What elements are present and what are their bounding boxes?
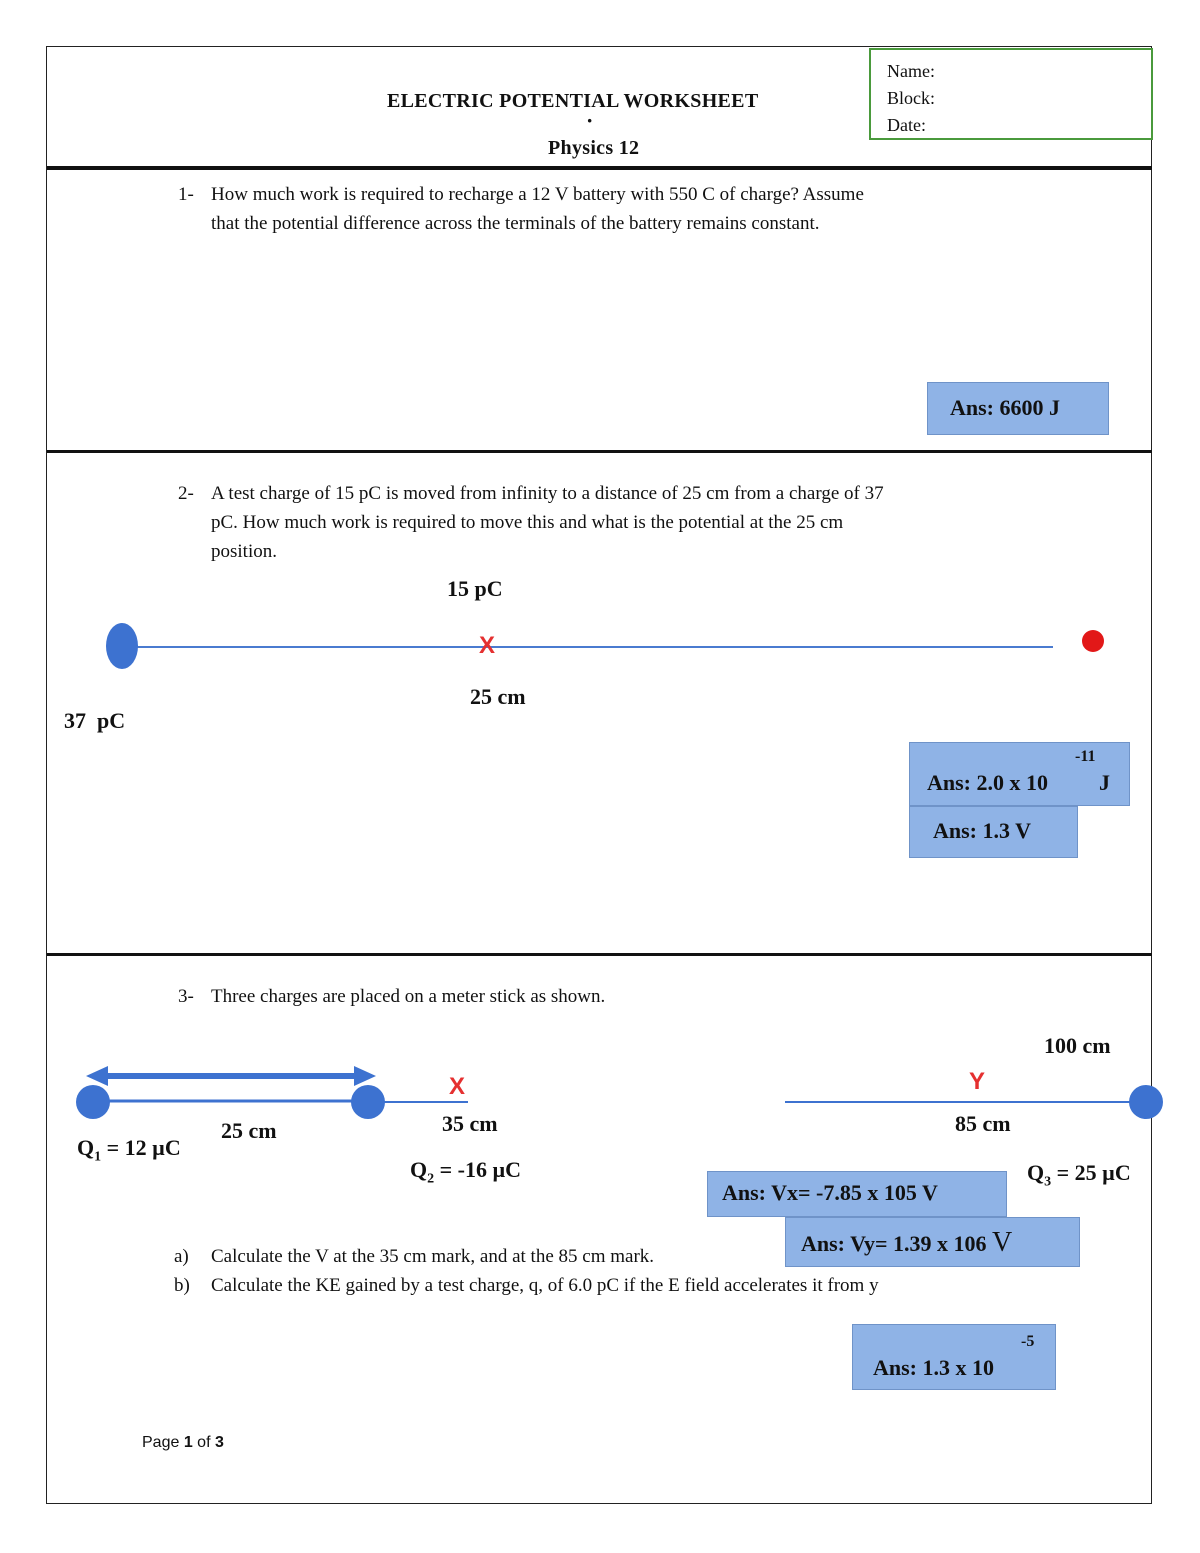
name-field-label: Name: [887,61,935,81]
q3-ke-answer-box [852,1324,1056,1390]
q3-q2-subscript: 2 [427,1171,435,1187]
q2-distance-label: 25 cm [470,684,526,709]
q3-vy-unit: V [992,1227,1013,1258]
q3-meter-stick-diagram [0,1065,1200,1135]
q3-ke-answer: Ans: 1.3 x 10 [873,1355,995,1380]
q3-part-a-label: a) [174,1246,189,1267]
page-prefix: Page [142,1434,184,1451]
q3-85cm-label: 85 cm [955,1111,1011,1136]
q3-q3-charge-dot [1129,1085,1163,1119]
q2-work-answer-box [909,742,1130,806]
worksheet-title: ELECTRIC POTENTIAL WORKSHEET [387,90,759,112]
q2-far-charge-dot [1082,630,1104,652]
q2-x-mark: X [479,632,496,659]
q3-vx-answer: Ans: Vx= -7.85 x 105 V [722,1180,938,1205]
q3-q2-value: = -16 µC [434,1157,522,1182]
q3-25cm-label: 25 cm [221,1118,277,1143]
student-info-box [869,48,1153,140]
q3-100cm-label: 100 cm [1044,1033,1111,1058]
q3-q1-subscript: 1 [94,1149,102,1165]
q3-part-b-label: b) [174,1275,190,1296]
q3-ke-exponent: -5 [1021,1333,1035,1350]
q2-divider [47,953,1152,956]
q1-number: 1- [178,184,194,205]
q2-source-charge-label: 37 pC [64,708,126,733]
page-current: 1 [183,1434,193,1451]
q3-text: Three charges are placed on a meter stick as shown. [211,986,606,1007]
q3-vy-answer: Ans: Vy= 1.39 x 106 [801,1231,993,1256]
worksheet-subtitle: Physics 12 [548,137,640,159]
q3-y-mark: Y [969,1068,986,1095]
q1-text-line2: that the potential difference across the terminals of the battery remains constant. [211,213,820,234]
q3-q3-label [1027,1160,1131,1190]
q3-part-b: Calculate the KE gained by a test charge, q, of 6.0 pC if the E field accelerates it from y [211,1275,879,1296]
q3-25cm-arrow-left-head [86,1066,108,1086]
title-dot: · [586,108,594,133]
q3-q2-symbol: Q [410,1157,428,1182]
q2-work-answer: Ans: 2.0 x 10 [927,770,1049,795]
q1-text-line1: How much work is required to recharge a 12 V battery with 550 C of charge? Assume [211,184,864,205]
page-total: 3 [214,1434,224,1451]
q2-potential-answer: Ans: 1.3 V [933,818,1032,843]
q3-25cm-arrow-right-head [354,1066,376,1086]
q3-q3-subscript: 3 [1044,1174,1052,1190]
q2-test-charge-label: 15 pC [447,576,503,601]
q3-q1-value: = 12 µC [101,1135,181,1160]
q3-q2-label [410,1157,521,1187]
q3-q3-symbol: Q [1027,1160,1045,1185]
q3-x-mark: X [449,1073,466,1100]
q3-q1-charge-dot [76,1085,110,1119]
q3-vx-answer-box [707,1171,1007,1217]
date-field-label: Date: [887,115,926,135]
q2-text-line3: position. [211,541,277,562]
q2-work-unit: J [1099,770,1110,795]
q1-divider [47,450,1152,453]
q1-answer-box [927,382,1109,435]
q3-q2-charge-dot [351,1085,385,1119]
header-divider [47,166,1152,170]
q2-diagram [0,610,1200,710]
q3-35cm-label: 35 cm [442,1111,498,1136]
q2-source-charge-dot [106,623,138,669]
q3-q1-symbol: Q [77,1135,95,1160]
q2-work-exponent: -11 [1075,748,1096,765]
block-field-label: Block: [887,88,935,108]
q2-text-line1: A test charge of 15 pC is moved from infinity to a distance of 25 cm from a charge of 37 [211,483,884,504]
q2-number: 2- [178,483,194,504]
q3-q3-value: = 25 µC [1051,1160,1131,1185]
q1-answer: Ans: 6600 J [950,395,1061,420]
q2-text-line2: pC. How much work is required to move this and what is the potential at the 25 cm [211,512,844,533]
q3-part-a: Calculate the V at the 35 cm mark, and at the 85 cm mark. [211,1246,655,1267]
page-number [142,1434,224,1452]
q3-number: 3- [178,986,194,1007]
q3-vy-answer-box [785,1217,1080,1267]
q3-q1-label [77,1135,181,1165]
page-mid: of [192,1434,215,1451]
q2-potential-answer-box [909,806,1078,858]
